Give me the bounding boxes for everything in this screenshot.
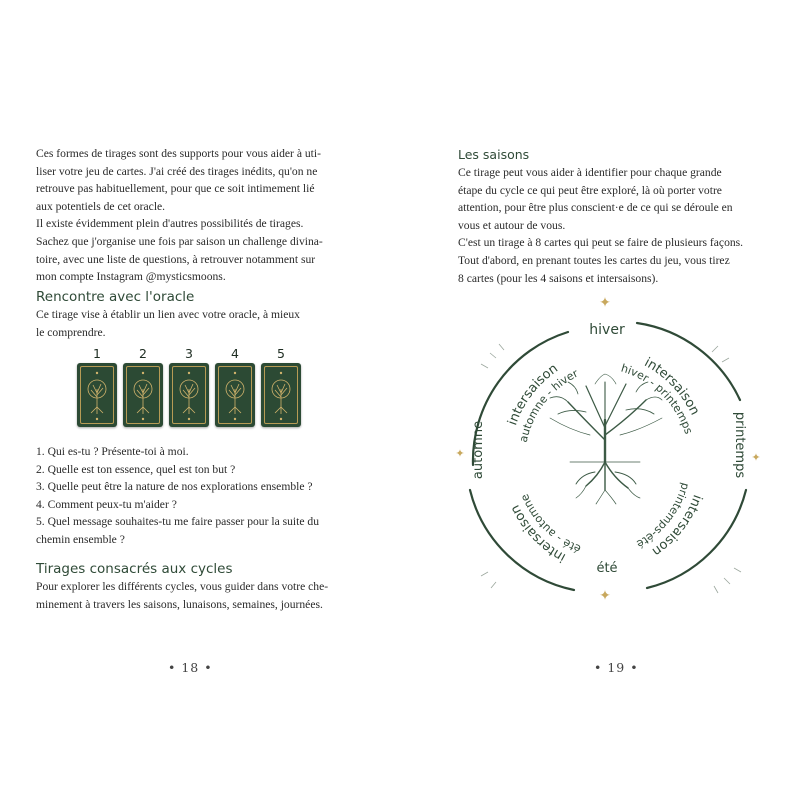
- text-line: mon compte Instagram @mysticsmoons.: [36, 270, 226, 284]
- intersaison-sub-hp: hiver - printemps: [619, 361, 696, 436]
- card-number: 4: [231, 346, 239, 361]
- list-item: chemin ensemble ?: [36, 532, 125, 546]
- text-line: attention, pour être plus conscient·e de ce qui se déroule en: [458, 201, 733, 215]
- right-page: [400, 0, 800, 800]
- star-icon: ✦: [751, 451, 761, 464]
- text-line: vous et autour de vous.: [458, 218, 566, 232]
- section-heading-saisons: Les saisons: [458, 147, 530, 162]
- season-label-ete: été: [596, 561, 618, 576]
- oracle-card: [169, 363, 209, 427]
- card-number: 3: [185, 346, 193, 361]
- decorative-rays: [481, 344, 741, 593]
- text-line: Tout d'abord, en prenant toutes les cartes du jeu, vous tirez: [458, 253, 730, 267]
- star-icon: ✦: [455, 447, 465, 460]
- tree-icon: [77, 363, 117, 427]
- card-number: 5: [277, 346, 285, 361]
- intersaison-label-ea: intersaison: [507, 502, 569, 565]
- season-wheel: [400, 290, 800, 630]
- section-heading-cycles: Tirages consacrés aux cycles: [36, 561, 233, 577]
- list-item: 3. Quelle peut être la nature de nos explorations ensemble ?: [36, 480, 313, 494]
- questions-list: [36, 443, 356, 549]
- text-line: Sachez que j'organise une fois par saison un challenge divina-: [36, 234, 323, 248]
- season-label-printemps: printemps: [732, 411, 747, 479]
- card-number: 2: [139, 346, 147, 361]
- section-heading-rencontre: Rencontre avec l'oracle: [36, 289, 195, 305]
- wheel-arcs: [470, 323, 746, 590]
- text-line: liser votre jeu de cartes. J'ai créé des tirages inédits, qu'on ne: [36, 164, 318, 178]
- section1-paragraph: [36, 306, 343, 341]
- list-item: 4. Comment peux-tu m'aider ?: [36, 497, 177, 511]
- intersaison-label-pe: intersaison: [649, 492, 705, 559]
- tree-icon: [261, 363, 301, 427]
- section2-paragraph: [36, 578, 343, 613]
- text-line: Pour explorer les différents cycles, vous guider dans votre che-: [36, 580, 329, 593]
- text-line: Ce tirage vise à établir un lien avec votre oracle, à mieux: [36, 308, 300, 321]
- page-number: • 19 •: [594, 660, 639, 675]
- intersaison-sub-ah: automne - hiver: [516, 366, 581, 444]
- intersaison-sub-ea: été - automne: [517, 492, 583, 556]
- tree-icon: [169, 363, 209, 427]
- oracle-card: [123, 363, 163, 427]
- card-spread: [77, 346, 289, 428]
- star-icon: ✦: [599, 588, 611, 604]
- list-item: 1. Qui es-tu ? Présente-toi à moi.: [36, 445, 189, 458]
- text-line: C'est un tirage à 8 cartes qui peut se faire de plusieurs façons.: [458, 236, 744, 250]
- text-line: toire, avec une liste de questions, à retrouver notamment sur: [36, 252, 316, 266]
- tree-illustration: [550, 374, 662, 504]
- oracle-card: [77, 363, 117, 427]
- tree-icon: [215, 363, 255, 427]
- text-line: aux potentiels de cet oracle.: [36, 199, 166, 213]
- intersaison-label-ah: intersaison: [505, 361, 561, 428]
- text-line: minement à travers les saisons, lunaisons, semaines, journées.: [36, 597, 323, 611]
- text-line: Ce tirage peut vous aider à identifier pour chaque grande: [458, 166, 722, 179]
- text-line: 8 cartes (pour les 4 saisons et intersaisons).: [458, 271, 659, 285]
- list-item: 5. Quel message souhaites-tu me faire passer pour la suite du: [36, 515, 319, 529]
- text-line: étape du cycle ce qui peut être exploré, là où porter votre: [458, 183, 722, 197]
- season-label-hiver: hiver: [589, 322, 625, 338]
- saisons-paragraph: [458, 164, 765, 287]
- intro-paragraph: [36, 145, 343, 286]
- oracle-card: [261, 363, 301, 427]
- page-number: • 18 •: [168, 660, 213, 675]
- text-line: Ces formes de tirages sont des supports pour vous aider à uti-: [36, 147, 321, 160]
- season-label-automne: automne: [471, 420, 486, 480]
- star-icon: ✦: [599, 295, 611, 311]
- oracle-card: [215, 363, 255, 427]
- list-item: 2. Quelle est ton essence, quel est ton but ?: [36, 462, 236, 476]
- text-line: le comprendre.: [36, 325, 106, 339]
- card-number: 1: [93, 346, 101, 361]
- tree-icon: [123, 363, 163, 427]
- intersaison-sub-pe: printemps-été: [634, 481, 692, 551]
- text-line: Il existe évidemment plein d'autres possibilités de tirages.: [36, 217, 304, 231]
- text-line: retrouve pas habituellement, pour que ce soit intimement lié: [36, 182, 315, 196]
- intersaison-label-hp: intersaison: [641, 355, 703, 418]
